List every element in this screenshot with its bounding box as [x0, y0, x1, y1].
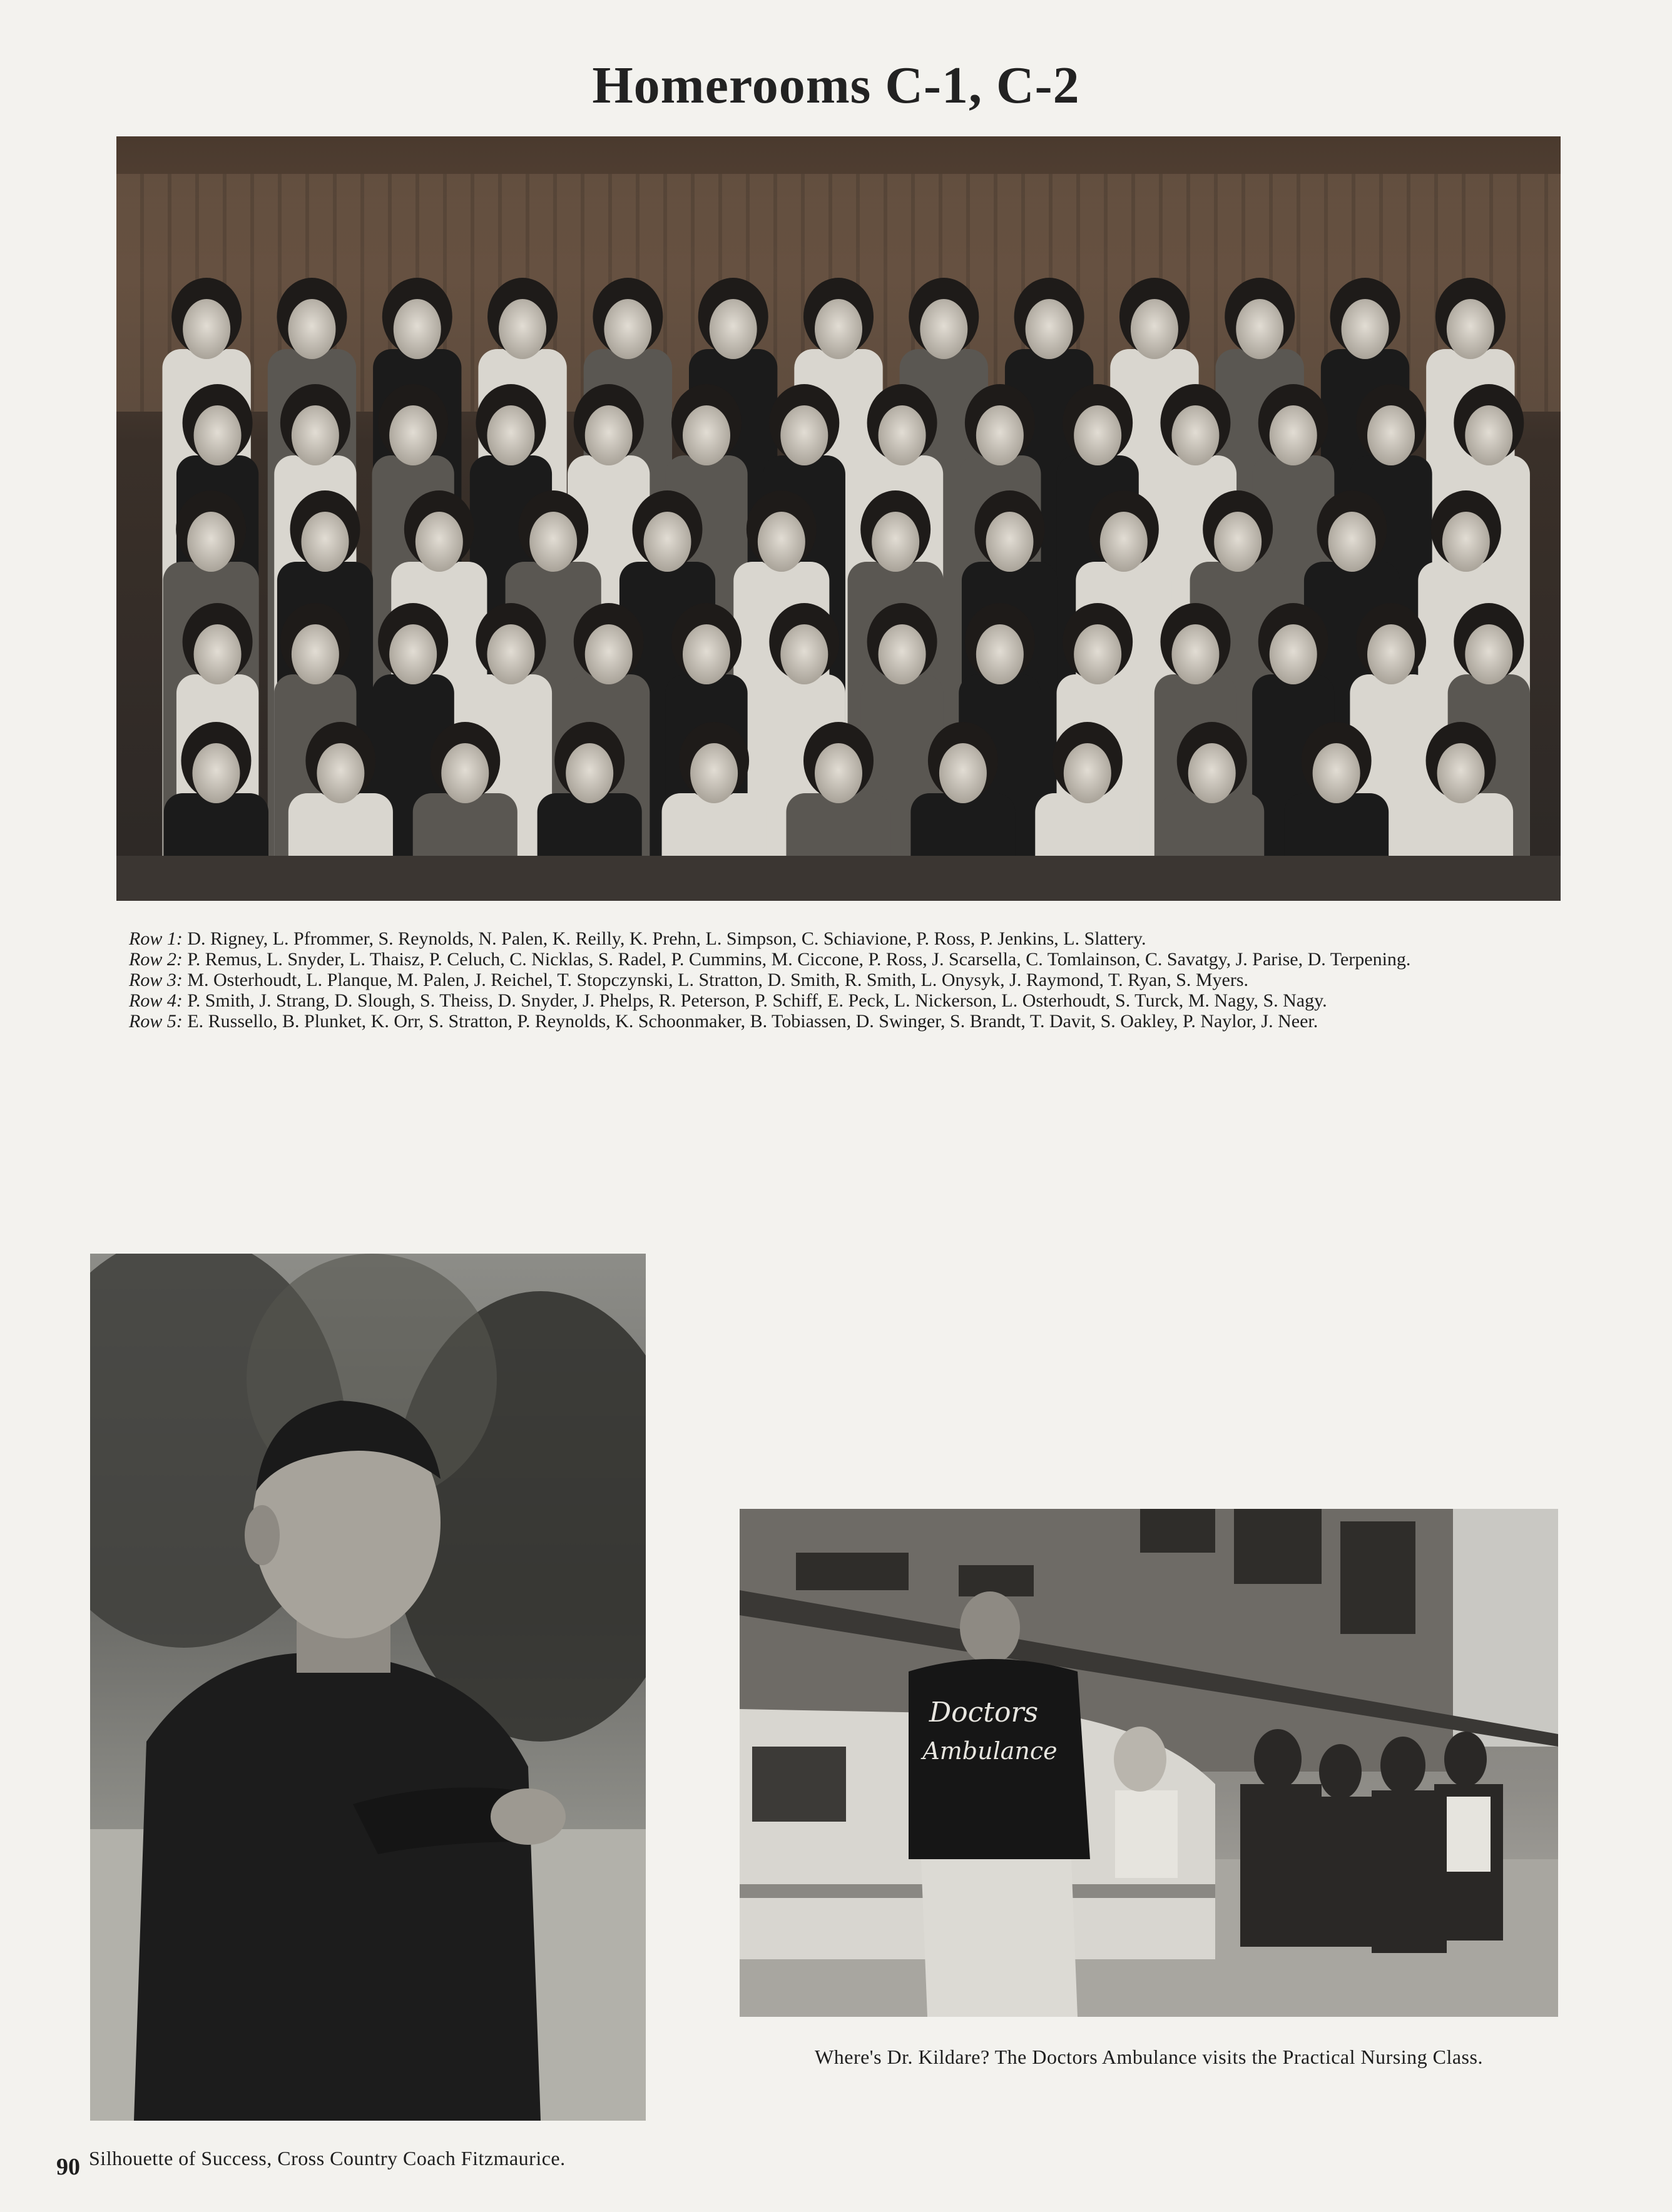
ambulance-photo-caption: Where's Dr. Kildare? The Doctors Ambulance visits the Practical Nursing Class.	[815, 2046, 1483, 2068]
jacket-text-ambulance: Ambulance	[922, 1737, 1058, 1765]
jacket-text-doctors: Doctors	[929, 1697, 1039, 1728]
row-5-caption: Row 5: E. Russello, B. Plunket, K. Orr, S. Stratton, P. Reynolds, K. Schoonmaker, B. Tobiassen, D. Swinger, S. Brandt, T. Davit, S. Oakley, P. Naylor, J. Neer.	[129, 1011, 1318, 1032]
row-captions	[129, 928, 1553, 1032]
row-2-caption: Row 2: P. Remus, L. Snyder, L. Thaisz, P. Celuch, C. Nicklas, S. Radel, P. Cummins, M. Ciccone, P. Ross, J. Scarsella, C. Tomlainson, C. Savatgy, J. Parise, D. Terpening.	[129, 949, 1411, 970]
ambulance-photo-scene	[740, 1509, 1558, 2017]
row-3-caption: Row 3: M. Osterhoudt, L. Planque, M. Palen, J. Reichel, T. Stopczynski, L. Stratton, D. Smith, R. Smith, L. Onysyk, J. Raymond, T. Ryan, S. Myers.	[129, 970, 1249, 990]
coach-photo-scene	[90, 1254, 646, 2121]
page-title: Homerooms C-1, C-2	[592, 56, 1080, 114]
ambulance-photo	[740, 1509, 1558, 2017]
group-photo-figures	[116, 136, 1561, 901]
coach-photo	[90, 1254, 646, 2121]
row-1-caption: Row 1: D. Rigney, L. Pfrommer, S. Reynolds, N. Palen, K. Reilly, K. Prehn, L. Simpson, C. Schiavione, P. Ross, P. Jenkins, L. Slattery.	[129, 928, 1146, 949]
row-4-caption: Row 4: P. Smith, J. Strang, D. Slough, S. Theiss, D. Snyder, J. Phelps, R. Peterson, P. Schiff, E. Peck, L. Nickerson, L. Osterhoudt, S. Turck, M. Nagy, S. Nagy.	[129, 990, 1327, 1011]
coach-photo-caption: Silhouette of Success, Cross Country Coach Fitzmaurice.	[89, 2147, 566, 2169]
page-number: 90	[56, 2154, 80, 2180]
group-photo	[116, 136, 1561, 901]
